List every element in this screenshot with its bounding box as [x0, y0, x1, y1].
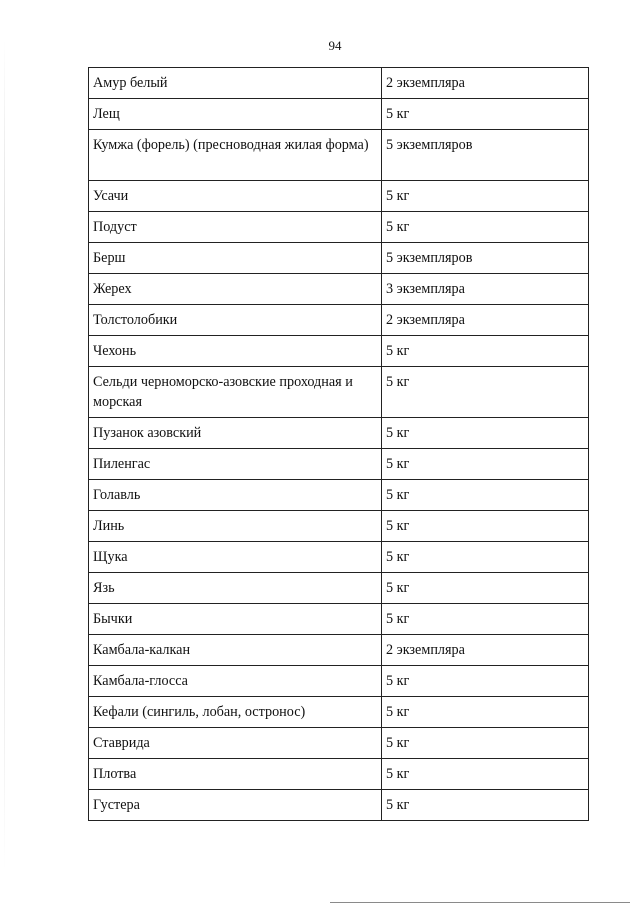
quota-cell: 5 кг — [382, 604, 589, 635]
table-row — [89, 99, 589, 130]
quota-cell: 5 экземпляров — [382, 130, 589, 181]
species-cell: Голавль — [89, 480, 382, 511]
table-row — [89, 336, 589, 367]
table-row — [89, 511, 589, 542]
quota-cell: 5 кг — [382, 790, 589, 821]
species-cell: Сельди черноморско-азовские проходная и морская — [89, 367, 382, 418]
quota-cell: 5 кг — [382, 449, 589, 480]
table-row — [89, 418, 589, 449]
species-cell: Линь — [89, 511, 382, 542]
table-row — [89, 759, 589, 790]
table-row — [89, 728, 589, 759]
table-row — [89, 305, 589, 336]
table-row — [89, 68, 589, 99]
table-body — [89, 68, 589, 821]
table-row — [89, 697, 589, 728]
quota-cell: 3 экземпляра — [382, 274, 589, 305]
species-cell: Камбала-глосса — [89, 666, 382, 697]
page-number: 94 — [328, 38, 342, 53]
species-cell: Жерех — [89, 274, 382, 305]
quota-cell: 5 кг — [382, 697, 589, 728]
table-row — [89, 212, 589, 243]
quota-cell: 5 кг — [382, 759, 589, 790]
quota-cell: 5 кг — [382, 336, 589, 367]
quota-cell: 2 экземпляра — [382, 68, 589, 99]
quota-cell: 5 кг — [382, 181, 589, 212]
species-cell: Камбала-калкан — [89, 635, 382, 666]
scan-edge-left — [4, 40, 5, 870]
quota-cell: 5 кг — [382, 728, 589, 759]
species-cell: Щука — [89, 542, 382, 573]
species-cell: Чехонь — [89, 336, 382, 367]
species-cell: Лещ — [89, 99, 382, 130]
table-row — [89, 130, 589, 181]
species-cell: Пузанок азовский — [89, 418, 382, 449]
quota-cell: 5 кг — [382, 666, 589, 697]
table-row — [89, 480, 589, 511]
table-row — [89, 573, 589, 604]
species-cell: Густера — [89, 790, 382, 821]
species-cell: Подуст — [89, 212, 382, 243]
table-row — [89, 181, 589, 212]
species-cell: Амур белый — [89, 68, 382, 99]
table-row — [89, 449, 589, 480]
species-cell: Ставрида — [89, 728, 382, 759]
species-cell: Кумжа (форель) (пресноводная жилая форма) — [89, 130, 382, 181]
quota-cell: 2 экземпляра — [382, 635, 589, 666]
quota-cell: 2 экземпляра — [382, 305, 589, 336]
species-cell: Пиленгас — [89, 449, 382, 480]
species-cell: Бычки — [89, 604, 382, 635]
quota-cell: 5 кг — [382, 418, 589, 449]
quota-cell: 5 кг — [382, 480, 589, 511]
scan-edge-bottom — [330, 902, 630, 903]
table-row — [89, 604, 589, 635]
table-row — [89, 666, 589, 697]
quota-cell: 5 кг — [382, 367, 589, 418]
table-row — [89, 635, 589, 666]
quota-cell: 5 экземпляров — [382, 243, 589, 274]
quota-cell: 5 кг — [382, 573, 589, 604]
quota-cell: 5 кг — [382, 99, 589, 130]
table-row — [89, 367, 589, 418]
species-cell: Язь — [89, 573, 382, 604]
species-cell: Плотва — [89, 759, 382, 790]
species-cell: Усачи — [89, 181, 382, 212]
quota-cell: 5 кг — [382, 542, 589, 573]
quota-cell: 5 кг — [382, 212, 589, 243]
table-row — [89, 243, 589, 274]
species-cell: Толстолобики — [89, 305, 382, 336]
species-cell: Берш — [89, 243, 382, 274]
quota-cell: 5 кг — [382, 511, 589, 542]
catch-limits-table — [88, 67, 589, 821]
table-row — [89, 790, 589, 821]
species-cell: Кефали (сингиль, лобан, остронос) — [89, 697, 382, 728]
table-row — [89, 274, 589, 305]
table-row — [89, 542, 589, 573]
